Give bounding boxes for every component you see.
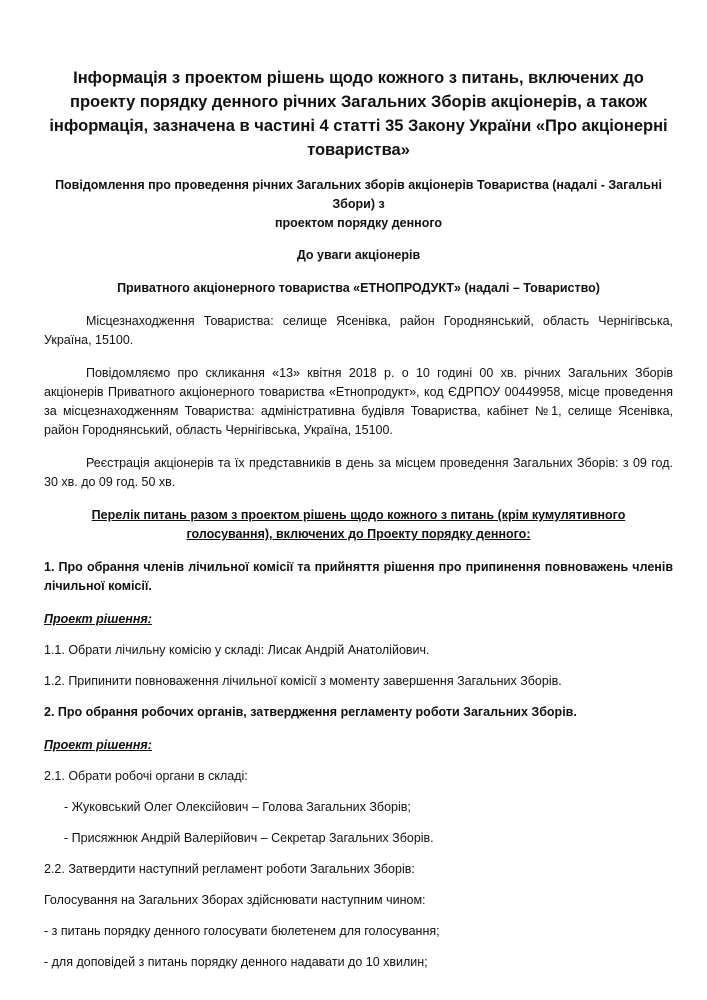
decision-2-2: 2.2. Затвердити наступний регламент роботи Загальних Зборів: — [44, 862, 415, 876]
document-title: Інформація з проектом рішень щодо кожного з питань, включених до проекту порядку денного річних Загальних Зборів акціонерів, а також інформація, зазначена в частині 4 статті 35 Закону України «Про акціонерні товариства» — [49, 69, 668, 159]
attention-heading: До уваги акціонерів — [296, 248, 421, 262]
decision-1-2: 1.2. Припинити повноваження лічильної комісії з моменту завершення Загальних Зборів. — [44, 674, 562, 688]
draft-decision-label-2 — [44, 736, 673, 755]
agenda-heading: Перелік питань разом з проектом рішень щодо кожного з питань (крім кумулятивного голосування), включених до Проекту порядку денного: — [91, 508, 626, 541]
draft-label-text: Проект рішення — [44, 738, 148, 752]
draft-colon: : — [147, 612, 152, 626]
notice-paragraph: Повідомляємо про скликання «13» квітня 2018 р. о 10 годині 00 хв. річних Загальних Зборів акціонерів Приватного акціонерного товариства «Етнопродукт», код ЄДРПОУ 00449958, місце проведення за місцезнаходженням Товариства: адміністративна будівля Товариства, кабінет №1, селище Ясенівка, район Городнянський, область Чернігівська, Україна, 15100. — [44, 366, 673, 437]
question-1: 1. Про обрання членів лічильної комісії та прийняття рішення про припинення повноважень членів лічильної комісії. — [44, 560, 673, 593]
company-heading: Приватного акціонерного товариства «ЕТНОПРОДУКТ» (надалі – Товариство) — [117, 281, 600, 295]
member-chair: - Жуковський Олег Олексійович – Голова Загальних Зборів; — [64, 800, 411, 814]
member-secretary: - Присяжнюк Андрій Валерійович – Секретар Загальних Зборів. — [64, 831, 434, 845]
rule-report-time: - для доповідей з питань порядку денного надавати до 10 хвилин; — [44, 955, 428, 969]
voting-procedure: Голосування на Загальних Зборах здійснювати наступним чином: — [44, 893, 426, 907]
location-paragraph: Місцезнаходження Товариства: селище Ясенівка, район Городнянський, область Чернігівська, Україна, 15100. — [44, 314, 673, 347]
notice-heading-line-1: Повідомлення про проведення річних Загальних зборів акціонерів Товариства (надалі - Загальні Збори) з — [55, 178, 662, 211]
decision-1-1: 1.1. Обрати лічильну комісію у складі: Лисак Андрій Анатолійович. — [44, 643, 430, 657]
draft-colon: : — [147, 738, 152, 752]
notice-heading-line-2: проектом порядку денного — [274, 216, 443, 230]
document-page — [44, 66, 673, 984]
draft-decision-label-1 — [44, 610, 673, 629]
rule-ballot: - з питань порядку денного голосувати бюлетенем для голосування; — [44, 924, 440, 938]
notice-heading — [44, 176, 673, 233]
question-2: 2. Про обрання робочих органів, затвердження регламенту роботи Загальних Зборів. — [44, 705, 577, 719]
registration-paragraph: Реєстрація акціонерів та їх представників в день за місцем проведення Загальних Зборів: з 09 год. 30 хв. до 09 год. 50 хв. — [44, 456, 673, 489]
draft-label-text: Проект рішення — [44, 612, 148, 626]
decision-2-1: 2.1. Обрати робочі органи в складі: — [44, 769, 248, 783]
